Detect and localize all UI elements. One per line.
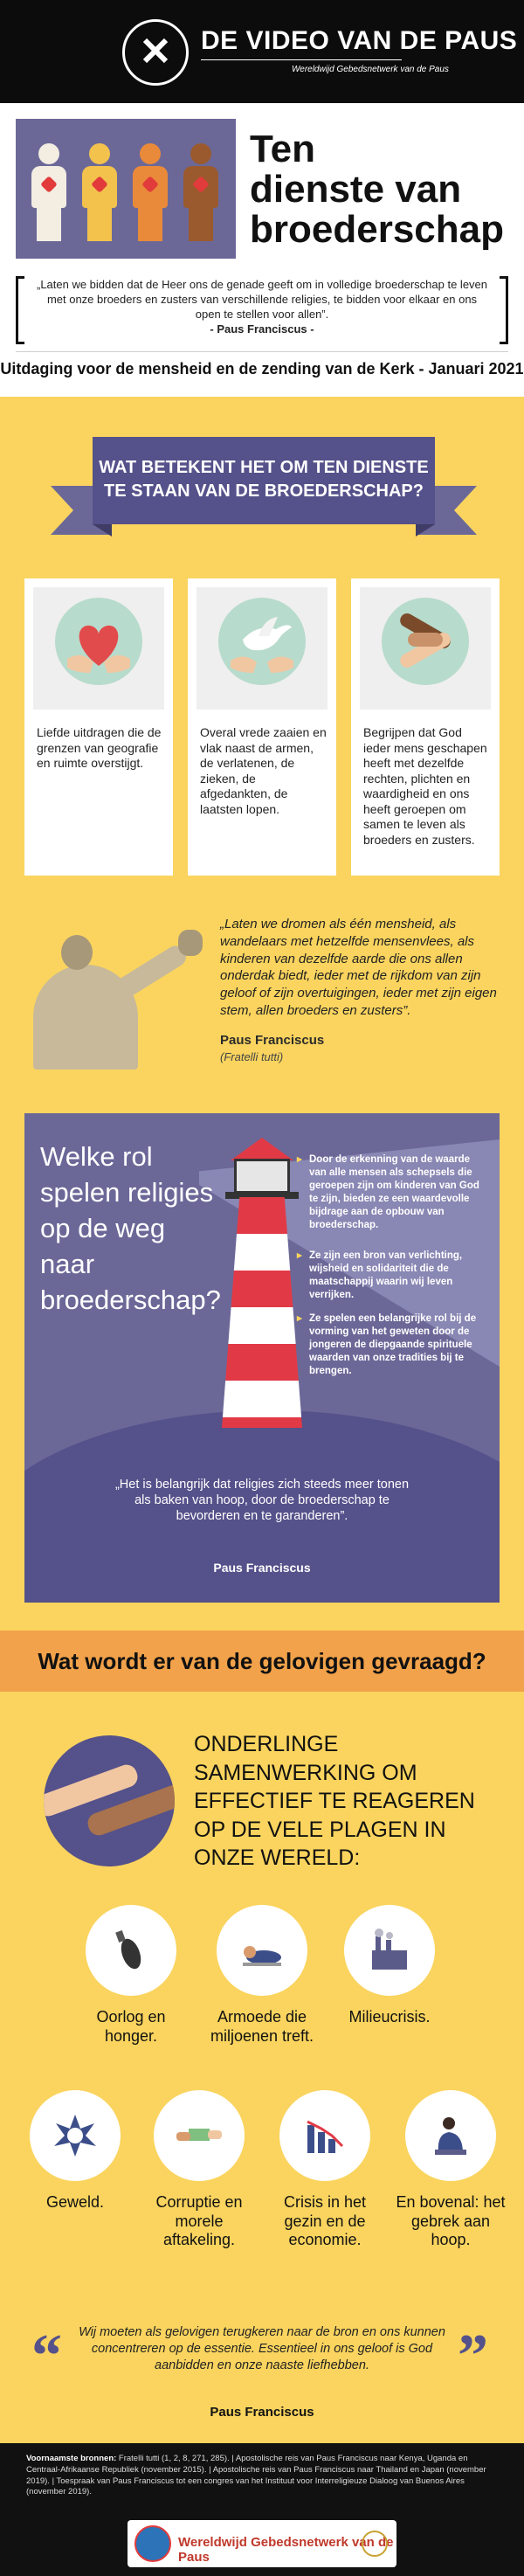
intention-quote: „Laten we bidden dat de Heer ons de genade geeft om in volledige broederschap te leven met onze broeders en zusters van verschillende religies, te bidden voor elkaar en ons open te stellen voor allen”. - Paus Franciscus -	[33, 278, 491, 337]
lighthouse-quote-author: Paus Franciscus	[213, 1561, 311, 1575]
heart-hands-icon	[55, 598, 142, 685]
challenge-subtitle: Uitdaging voor de mensheid en de zending van de Kerk - Januari 2021	[0, 360, 524, 377]
banner-line-2: TE STAAN VAN DE BROEDERSCHAP?	[104, 481, 424, 501]
lighthouse-quote: „Het is belangrijk dat religies zich steeds meer tonen als baken van hoop, door de broederschap te bevorderen en te garanderen”.	[114, 1478, 410, 1524]
pope-quote-text: „Laten we dromen als één mensheid, als wandelaars met hetzelfde mensenvlees, als kinderen van dezelfde aarde die ons allen onderdak biedt, ieder met de rijkdom van zijn geloof of zijn overtuigingen, ieder met zijn eigen stem, allen broeders en zusters”.	[220, 917, 497, 1018]
footer	[0, 2443, 524, 2576]
joined-hands-icon	[382, 598, 469, 685]
paper-person-icon	[129, 143, 171, 239]
factory-icon	[367, 1928, 412, 1973]
footer-brand-name: Wereldwijd Gebedsnetwerk van de Paus	[178, 2535, 394, 2565]
section-title: Wat wordt er van de gelovigen gevraagd?	[38, 1648, 486, 1674]
pope-quote-author: Paus Franciscus	[220, 1033, 325, 1048]
issue-item	[201, 1905, 323, 2046]
dove-icon	[218, 598, 306, 685]
header-subtitle: Wereldwijd Gebedsnetwerk van de Paus	[292, 65, 449, 74]
bribe-icon	[176, 2113, 222, 2158]
lighthouse-roof	[231, 1138, 293, 1160]
meaning-card-text: Begrijpen dat God ieder mens geschapen heeft met dezelfde rechten, plichten en waardigheid en ons heeft geroepen om samen te leven als broeders en zusters.	[363, 725, 487, 847]
meaning-card	[188, 578, 336, 876]
divider	[16, 351, 508, 352]
issue-label: En bovenal: het gebrek aan hoop.	[396, 2193, 506, 2249]
meaning-card-text: Overal vrede zaaien en vlak naast de armen, de verlatenen, de zieken, de afgedankten, de laatsten lopen.	[200, 725, 327, 816]
closing-quote-author: Paus Franciscus	[210, 2405, 314, 2420]
paper-person-icon	[28, 143, 70, 239]
question-banner	[51, 437, 477, 545]
religion-role-question: Welke rol spelen religies op de weg naar broederschap?	[40, 1141, 221, 1315]
header-bar	[0, 0, 524, 103]
footer-brand-logo	[128, 2520, 396, 2567]
religion-role-bullet: ▸ Ze spelen een belangrijke rol bij de vorming van het geweten door de jongeren de diepgaande spirituele waarden van onze tradities bij te brengen.	[309, 1312, 484, 1378]
bomb-icon	[108, 1928, 154, 1973]
issue-item	[390, 2090, 512, 2250]
violence-icon	[52, 2113, 98, 2158]
chart-down-icon	[302, 2113, 348, 2158]
pope-waving-illustration	[24, 926, 211, 1075]
crossed-keys-icon	[362, 2531, 388, 2557]
paper-person-icon	[180, 143, 222, 239]
quote-mark-open-icon: “	[31, 2323, 62, 2390]
header-divider	[201, 59, 402, 60]
issue-item	[138, 2090, 260, 2250]
banner-line-1: WAT BETEKENT HET OM TEN DIENSTE	[99, 458, 429, 477]
issue-label: Geweld.	[45, 2193, 105, 2211]
globe-logo-icon	[134, 2525, 171, 2562]
lighthouse-panel	[24, 1113, 500, 1603]
religion-role-bullet: ▸ Ze zijn een bron van verlichting, wijsheid en solidariteit die de maatschappij waarin wij leven verrijken.	[309, 1250, 484, 1302]
lighthouse-lamp-room	[234, 1159, 290, 1194]
issue-label: Corruptie en morele aftakeling.	[155, 2193, 243, 2249]
quote-bracket-left	[16, 276, 24, 344]
section-band	[0, 1631, 524, 1692]
cooperation-headline: ONDERLINGE SAMENWERKING OM EFFECTIEF TE REAGEREN OP DE VELE PLAGEN IN ONZE WERELD:	[194, 1732, 475, 1870]
issue-label: Crisis in het gezin en de economie.	[283, 2193, 367, 2249]
meaning-card	[24, 578, 173, 876]
page-title: Ten dienste van broederschap	[250, 128, 504, 252]
religion-role-bullet: ▸ Door de erkenning van de waarde van alle mensen als schepsels die geroepen zijn om kinderen van God te zijn, bieden ze een waardevolle bijdrage aan de opbouw van broederschap.	[309, 1153, 484, 1232]
sources	[26, 2454, 498, 2498]
issue-label: Oorlog en honger.	[96, 2008, 166, 2045]
sources-text: Fratelli tutti (1, 2, 8, 271, 285). | Apostolische reis van Paus Franciscus naar Kenya, Uganda en Centraal-Afrikaanse Republiek (november 2015). | Apostolische reis van Paus Franciscus naar Thailand en Japan (november 2019). | Toespraak van Paus Franciscus tot een congres van het Instituut voor Interreligieuze Dialoog van Buenos Aires (november 2019).	[26, 2454, 486, 2497]
closing-quote: Wij moeten als gelovigen terugkeren naar de bron en ons kunnen concentreren op de essentie. Essentieel in ons geloof is God aanbidden en onze naaste liefhebben.	[79, 2325, 445, 2372]
quote-bracket-right	[500, 276, 508, 344]
crossed-keys-logo-icon	[122, 19, 189, 86]
meaning-card-text: Liefde uitdragen die de grenzen van geografie en ruimte overstijgt.	[37, 725, 162, 770]
paper-people-illustration	[16, 119, 236, 259]
intention-quote-author: - Paus Franciscus -	[210, 322, 314, 336]
helping-hands-icon	[44, 1735, 175, 1866]
meaning-card	[351, 578, 500, 876]
issue-item	[14, 2090, 136, 2212]
header-brand: DE VIDEO VAN DE PAUS	[201, 26, 518, 55]
sources-label: Voornaamste bronnen:	[26, 2454, 117, 2463]
paper-person-icon	[79, 143, 121, 239]
pope-quote-source: (Fratelli tutti)	[220, 1050, 284, 1063]
issue-item	[264, 2090, 386, 2250]
intro-section	[0, 103, 524, 397]
issue-item	[328, 1905, 451, 2027]
issue-item	[70, 1905, 192, 2046]
despair-icon	[428, 2113, 473, 2158]
poverty-icon	[239, 1928, 285, 1973]
issue-label: Milieucrisis.	[348, 2008, 431, 2025]
quote-mark-close-icon: ”	[458, 2323, 488, 2390]
issue-label: Armoede die miljoenen treft.	[210, 2008, 314, 2045]
